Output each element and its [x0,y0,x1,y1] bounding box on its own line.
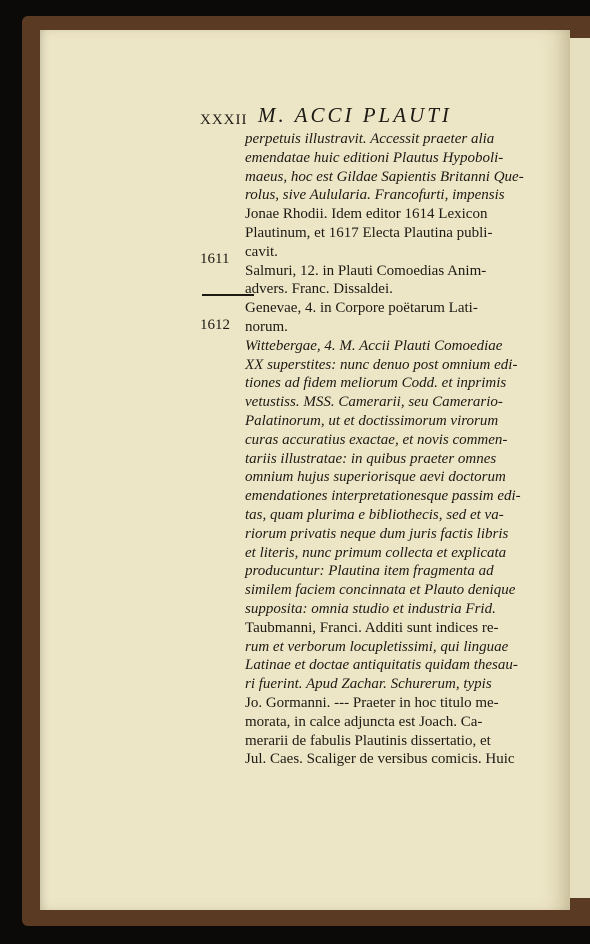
text-line: Latinae et doctae antiquitatis quidam thesau- [245,657,518,674]
text-line: advers. Franc. Dissaldei. [245,281,393,298]
text-line: norum. [245,319,288,335]
text-line: maeus, hoc est Gildae Sapientis Britanni Que- [245,168,524,185]
text-line: curas accuratius exactae, et novis commen- [245,431,508,448]
text-line: Jul. Caes. Scaliger de versibus comicis. Huic [245,751,515,768]
text-line: rolus, sive Aulularia. Francofurti, impensis [245,187,505,204]
text-line: Plautinum, et 1617 Electa Plautina publi- [245,225,493,241]
text-line: et literis, nunc primum collecta et explicata [245,544,507,561]
text-line: merarii de fabulis Plautinis dissertatio, et [245,732,491,749]
text-line: Taubmanni, Franci. Additi sunt indices re- [245,619,499,636]
text-line: morata, in calce adjuncta est Joach. Ca- [245,713,483,730]
text-line: Wittebergae, 4. M. Accii Plauti Comoediae [245,337,503,354]
text-line: supposita: omnia studio et industria Frid. [245,601,496,617]
text-line: Jo. Gormanni. --- Praeter in hoc titulo me- [245,695,499,711]
text-line: rum et verborum locupletissimi, qui linguae [245,638,509,655]
text-line: vetustiss. MSS. Camerarii, seu Camerario- [245,394,503,411]
text-line: Salmuri, 12. in Plauti Comoedias Anim- [245,262,487,279]
text-line: perpetuis illustravit. Accessit praeter alia [245,131,495,147]
text-line: XX superstites: nunc denuo post omnium edi- [245,356,518,373]
facing-page-edge [568,38,590,898]
text-line: riorum privatis neque dum juris factis libris [245,525,509,542]
text-line: producuntur: Plautina item fragmenta ad [245,563,494,580]
text-line: Genevae, 4. in Corpore poëtarum Lati- [245,300,478,317]
text-line: Jonae Rhodii. Idem editor 1614 Lexicon [245,206,488,223]
text-line: tariis illustratae: in quibus praeter omnes [245,450,497,467]
text-line: omnium hujus superiorisque aevi doctorum [245,469,506,486]
running-title: M. ACCI PLAUTI [258,103,452,127]
text-line: similem faciem concinnata et Plauto denique [245,582,516,599]
text-line: emendatae huic editioni Plautus Hypoboli- [245,149,504,166]
text-line: cavit. [245,243,278,260]
text-line: tas, quam plurima e bibliothecis, sed et va- [245,507,504,523]
year-1611: 1611 [200,251,230,267]
text-line: emendationes interpretationesque passim edi- [245,488,521,505]
text-line: ri fuerint. Apud Zachar. Schurerum, typis [245,676,492,693]
text-line: tiones ad fidem meliorum Codd. et inprimis [245,375,507,392]
year-1612: 1612 [200,317,230,333]
page-folio: XXXII [200,112,248,128]
text-line: Palatinorum, ut et doctissimorum virorum [245,413,499,429]
